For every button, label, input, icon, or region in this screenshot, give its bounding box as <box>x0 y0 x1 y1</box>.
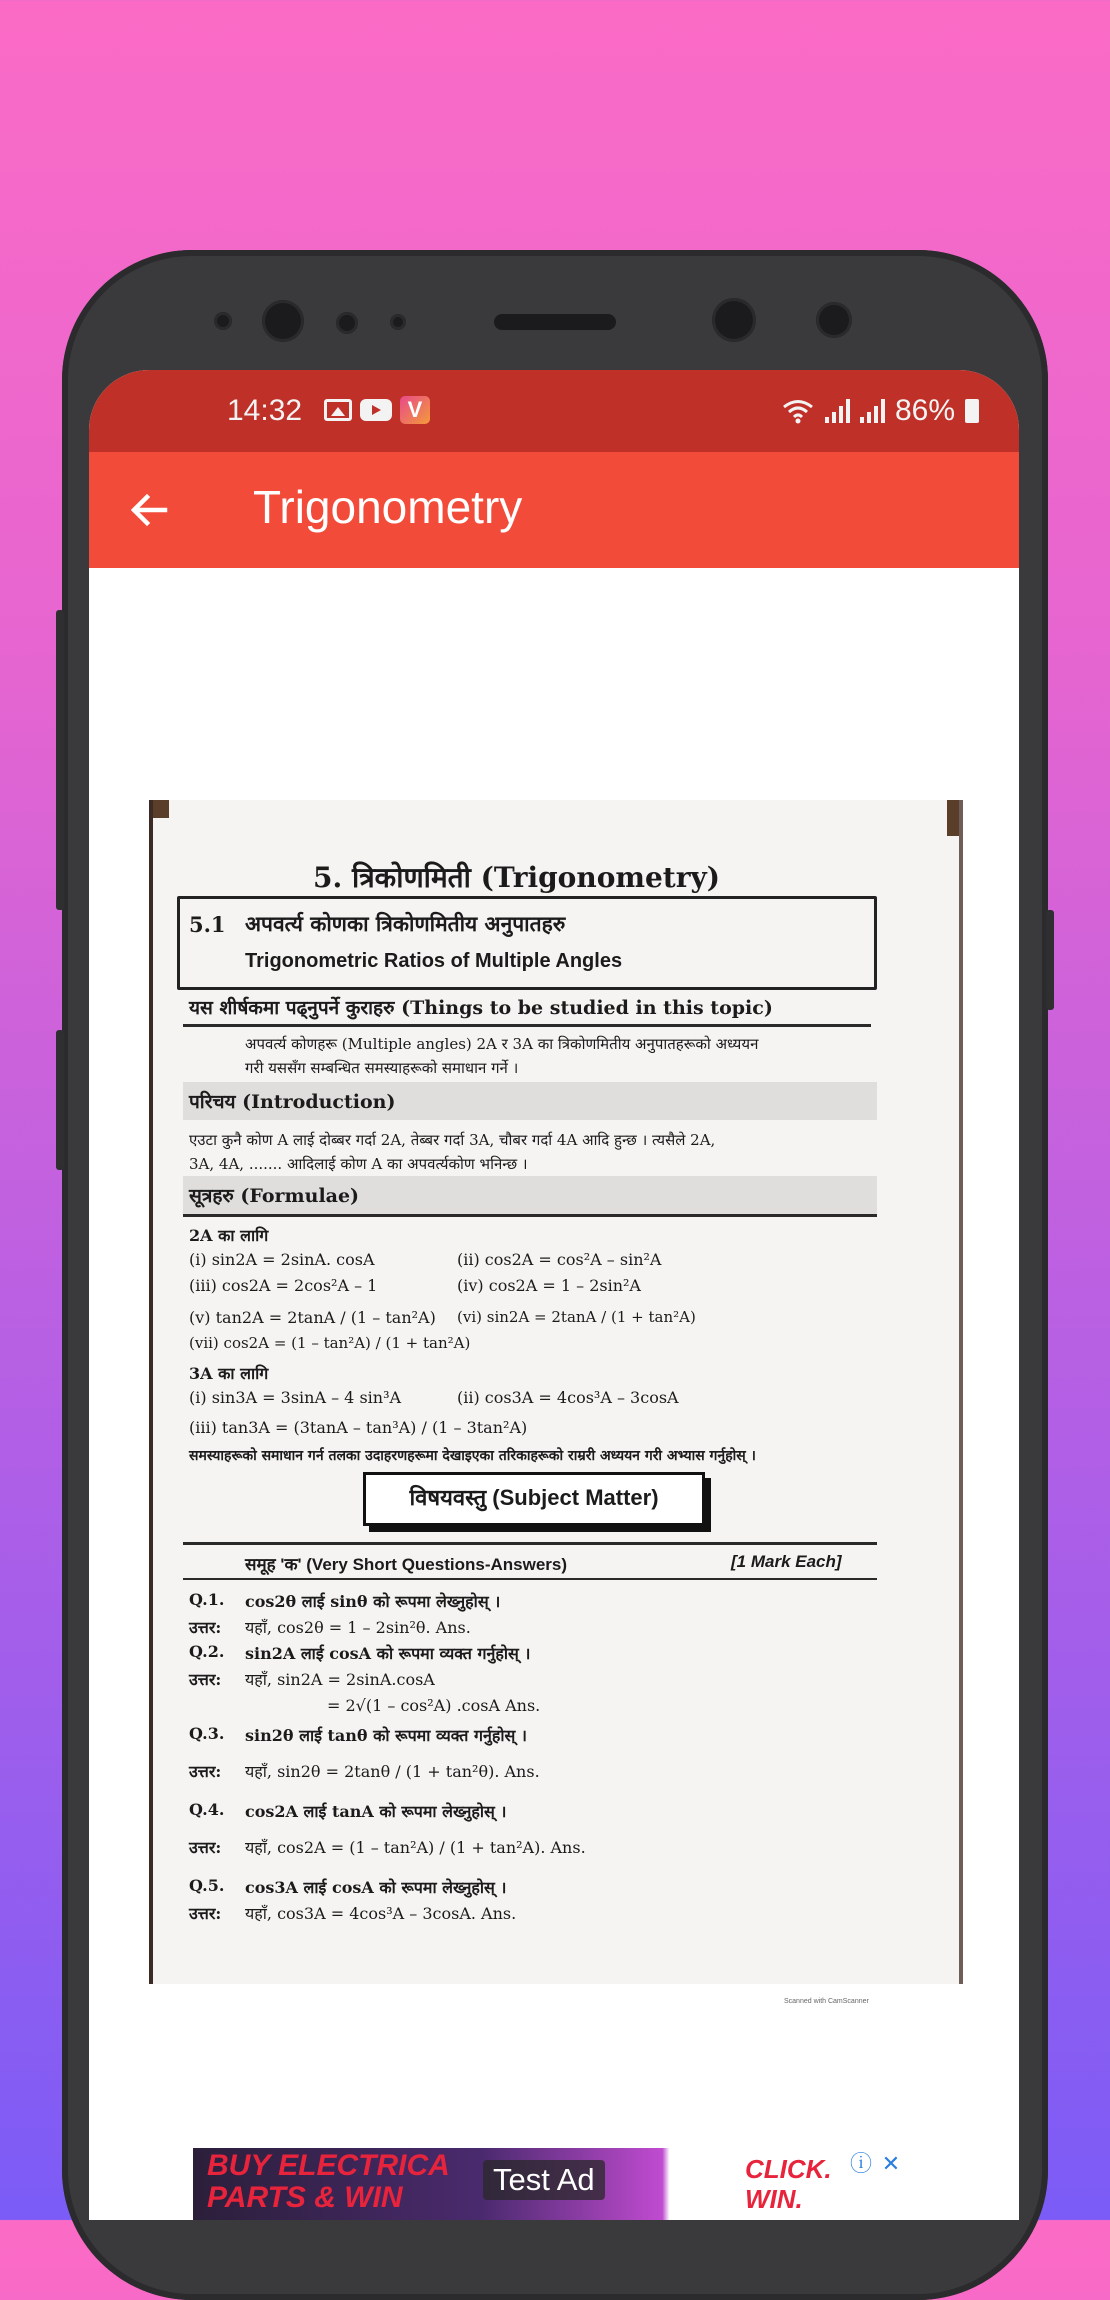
page-title: Trigonometry <box>253 481 523 533</box>
phone-side-button <box>56 1030 64 1170</box>
answer-label: उत्तर: <box>189 1670 222 1689</box>
formula-item: (i) sin3A = 3sinA – 4 sin³A <box>189 1388 402 1407</box>
group-heading: समूह 'क' (Very Short Questions-Answers) <box>245 1555 567 1574</box>
divider <box>183 1542 877 1545</box>
divider <box>183 1024 871 1027</box>
front-sensor <box>816 302 852 338</box>
ad-left-line: BUY ELECTRICA <box>207 2149 450 2182</box>
formula-item: (ii) cos3A = 4cos³A – 3cosA <box>457 1388 679 1407</box>
formula-item: (iii) cos2A = 2cos²A – 1 <box>189 1276 378 1295</box>
divider <box>183 1578 877 1580</box>
topics-text: अपवर्त्य कोणहरू (Multiple angles) 2A र 3A का त्रिकोणमितीय अनुपातहरूको अध्ययन <box>245 1035 759 1053</box>
section-title-english: Trigonometric Ratios of Multiple Angles <box>245 950 623 972</box>
answer-label: उत्तर: <box>189 1762 222 1781</box>
battery-percent: 86% <box>894 394 955 427</box>
intro-text: 3A, 4A, ....... आदिलाई कोण A का अपवर्त्यकोण भनिन्छ । <box>189 1155 528 1173</box>
youtube-icon <box>360 399 392 421</box>
ad-left-text <box>207 2150 450 2214</box>
ad-info-icon[interactable]: ⓘ <box>849 2151 872 2176</box>
status-bar <box>89 370 1019 452</box>
formula-item: (v) tan2A = 2tanA / (1 – tan²A) <box>189 1308 436 1327</box>
back-arrow-icon[interactable] <box>125 486 173 534</box>
formula-subheading: 3A का लागि <box>189 1364 269 1383</box>
answer-text: यहाँ, sin2A = 2sinA.cosA <box>245 1670 435 1689</box>
formula-item: (ii) cos2A = cos²A – sin²A <box>457 1250 662 1269</box>
formula-item: (i) sin2A = 2sinA. cosA <box>189 1250 375 1269</box>
formula-item: (iii) tan3A = (3tanA – tan³A) / (1 – 3tan²A) <box>189 1418 528 1437</box>
intro-text: एउटा कुनै कोण A लाई दोब्बर गर्दा 2A, तेब्बर गर्दा 3A, चौबर गर्दा 4A आदि हुन्छ । त्यसैले 2A, <box>189 1131 716 1149</box>
sensor-dot <box>214 312 232 330</box>
sensor-dot <box>390 314 406 330</box>
vidmate-icon: V <box>400 396 430 424</box>
marks-label: [1 Mark Each] <box>731 1552 842 1571</box>
topics-heading: यस शीर्षकमा पढ्नुपर्ने कुराहरु (Things to be studied in this topic) <box>189 997 773 1019</box>
section-title-nepali: अपवर्त्य कोणका त्रिकोणमितीय अनुपातहरु <box>245 911 566 936</box>
phone-side-button <box>56 610 64 910</box>
signal-icon <box>825 399 850 423</box>
question-label: Q.1. <box>189 1590 225 1609</box>
divider <box>183 1214 877 1217</box>
answer-text: = 2√(1 – cos²A) .cosA Ans. <box>327 1696 541 1715</box>
ad-tag: Test Ad <box>483 2160 605 2200</box>
intro-heading: परिचय (Introduction) <box>189 1091 396 1113</box>
topics-text: गरी यससँग सम्बन्धित समस्याहरूको समाधान गर्ने । <box>245 1059 519 1077</box>
wifi-icon <box>781 398 815 424</box>
answer-label: उत्तर: <box>189 1618 222 1637</box>
formula-item: (iv) cos2A = 1 – 2sin²A <box>457 1276 641 1295</box>
ad-banner[interactable] <box>193 2148 915 2220</box>
section-number: 5.1 <box>189 912 226 937</box>
chapter-heading: 5. त्रिकोणमिती (Trigonometry) <box>313 861 721 894</box>
earpiece-speaker <box>494 314 616 330</box>
question-text: cos2A लाई tanA को रूपमा लेख्नुहोस् । <box>245 1802 507 1821</box>
signal-icon <box>860 399 885 423</box>
ad-close-icon[interactable]: ✕ <box>881 2151 901 2176</box>
question-label: Q.3. <box>189 1724 225 1743</box>
page-corner <box>149 800 169 818</box>
question-label: Q.2. <box>189 1642 225 1661</box>
practice-note: समस्याहरूको समाधान गर्न तलका उदाहरणहरूमा देखाइएका तरिकाहरूको राम्ररी अध्ययन गरी अभ्यास गर्नुहोस् । <box>189 1448 756 1464</box>
app-bar <box>89 452 1019 568</box>
subject-matter-label: विषयवस्तु (Subject Matter) <box>409 1485 659 1510</box>
question-text: cos2θ लाई sinθ को रूपमा लेख्नुहोस् । <box>245 1592 501 1611</box>
page-corner <box>947 800 963 836</box>
front-camera <box>262 300 304 342</box>
phone-side-button <box>1046 910 1054 1010</box>
question-label: Q.5. <box>189 1876 225 1895</box>
front-camera <box>712 298 756 342</box>
question-text: cos3A लाई cosA को रूपमा लेख्नुहोस् । <box>245 1878 507 1897</box>
question-text: sin2θ लाई tanθ को रूपमा व्यक्त गर्नुहोस् । <box>245 1726 527 1745</box>
answer-text: यहाँ, cos2θ = 1 – 2sin²θ. Ans. <box>245 1618 471 1637</box>
formula-item: (vi) sin2A = 2tanA / (1 + tan²A) <box>457 1308 696 1326</box>
screen <box>89 370 1019 2220</box>
question-label: Q.4. <box>189 1800 225 1819</box>
ad-right-text <box>745 2154 832 2214</box>
answer-text: यहाँ, cos2A = (1 – tan²A) / (1 + tan²A). Ans. <box>245 1838 586 1857</box>
ad-right-line: CLICK. <box>745 2154 832 2184</box>
sensor-dot <box>336 312 358 334</box>
answer-text: यहाँ, sin2θ = 2tanθ / (1 + tan²θ). Ans. <box>245 1762 540 1781</box>
formula-subheading: 2A का लागि <box>189 1226 269 1245</box>
battery-icon <box>965 399 979 423</box>
formula-heading: सूत्रहरु (Formulae) <box>189 1185 360 1207</box>
question-text: sin2A लाई cosA को रूपमा व्यक्त गर्नुहोस् । <box>245 1644 531 1663</box>
scanned-page-image[interactable] <box>149 800 963 1984</box>
subject-matter-box <box>363 1472 705 1526</box>
ad-right-line: WIN. <box>745 2184 803 2214</box>
answer-label: उत्तर: <box>189 1904 222 1923</box>
answer-label: उत्तर: <box>189 1838 222 1857</box>
scanned-with-label: Scanned with CamScanner <box>784 1998 869 2005</box>
ad-left-line: PARTS & WIN <box>207 2181 403 2214</box>
gallery-icon <box>324 399 352 421</box>
answer-text: यहाँ, cos3A = 4cos³A – 3cosA. Ans. <box>245 1904 517 1923</box>
formula-item: (vii) cos2A = (1 – tan²A) / (1 + tan²A) <box>189 1334 471 1352</box>
status-time: 14:32 <box>227 394 303 427</box>
